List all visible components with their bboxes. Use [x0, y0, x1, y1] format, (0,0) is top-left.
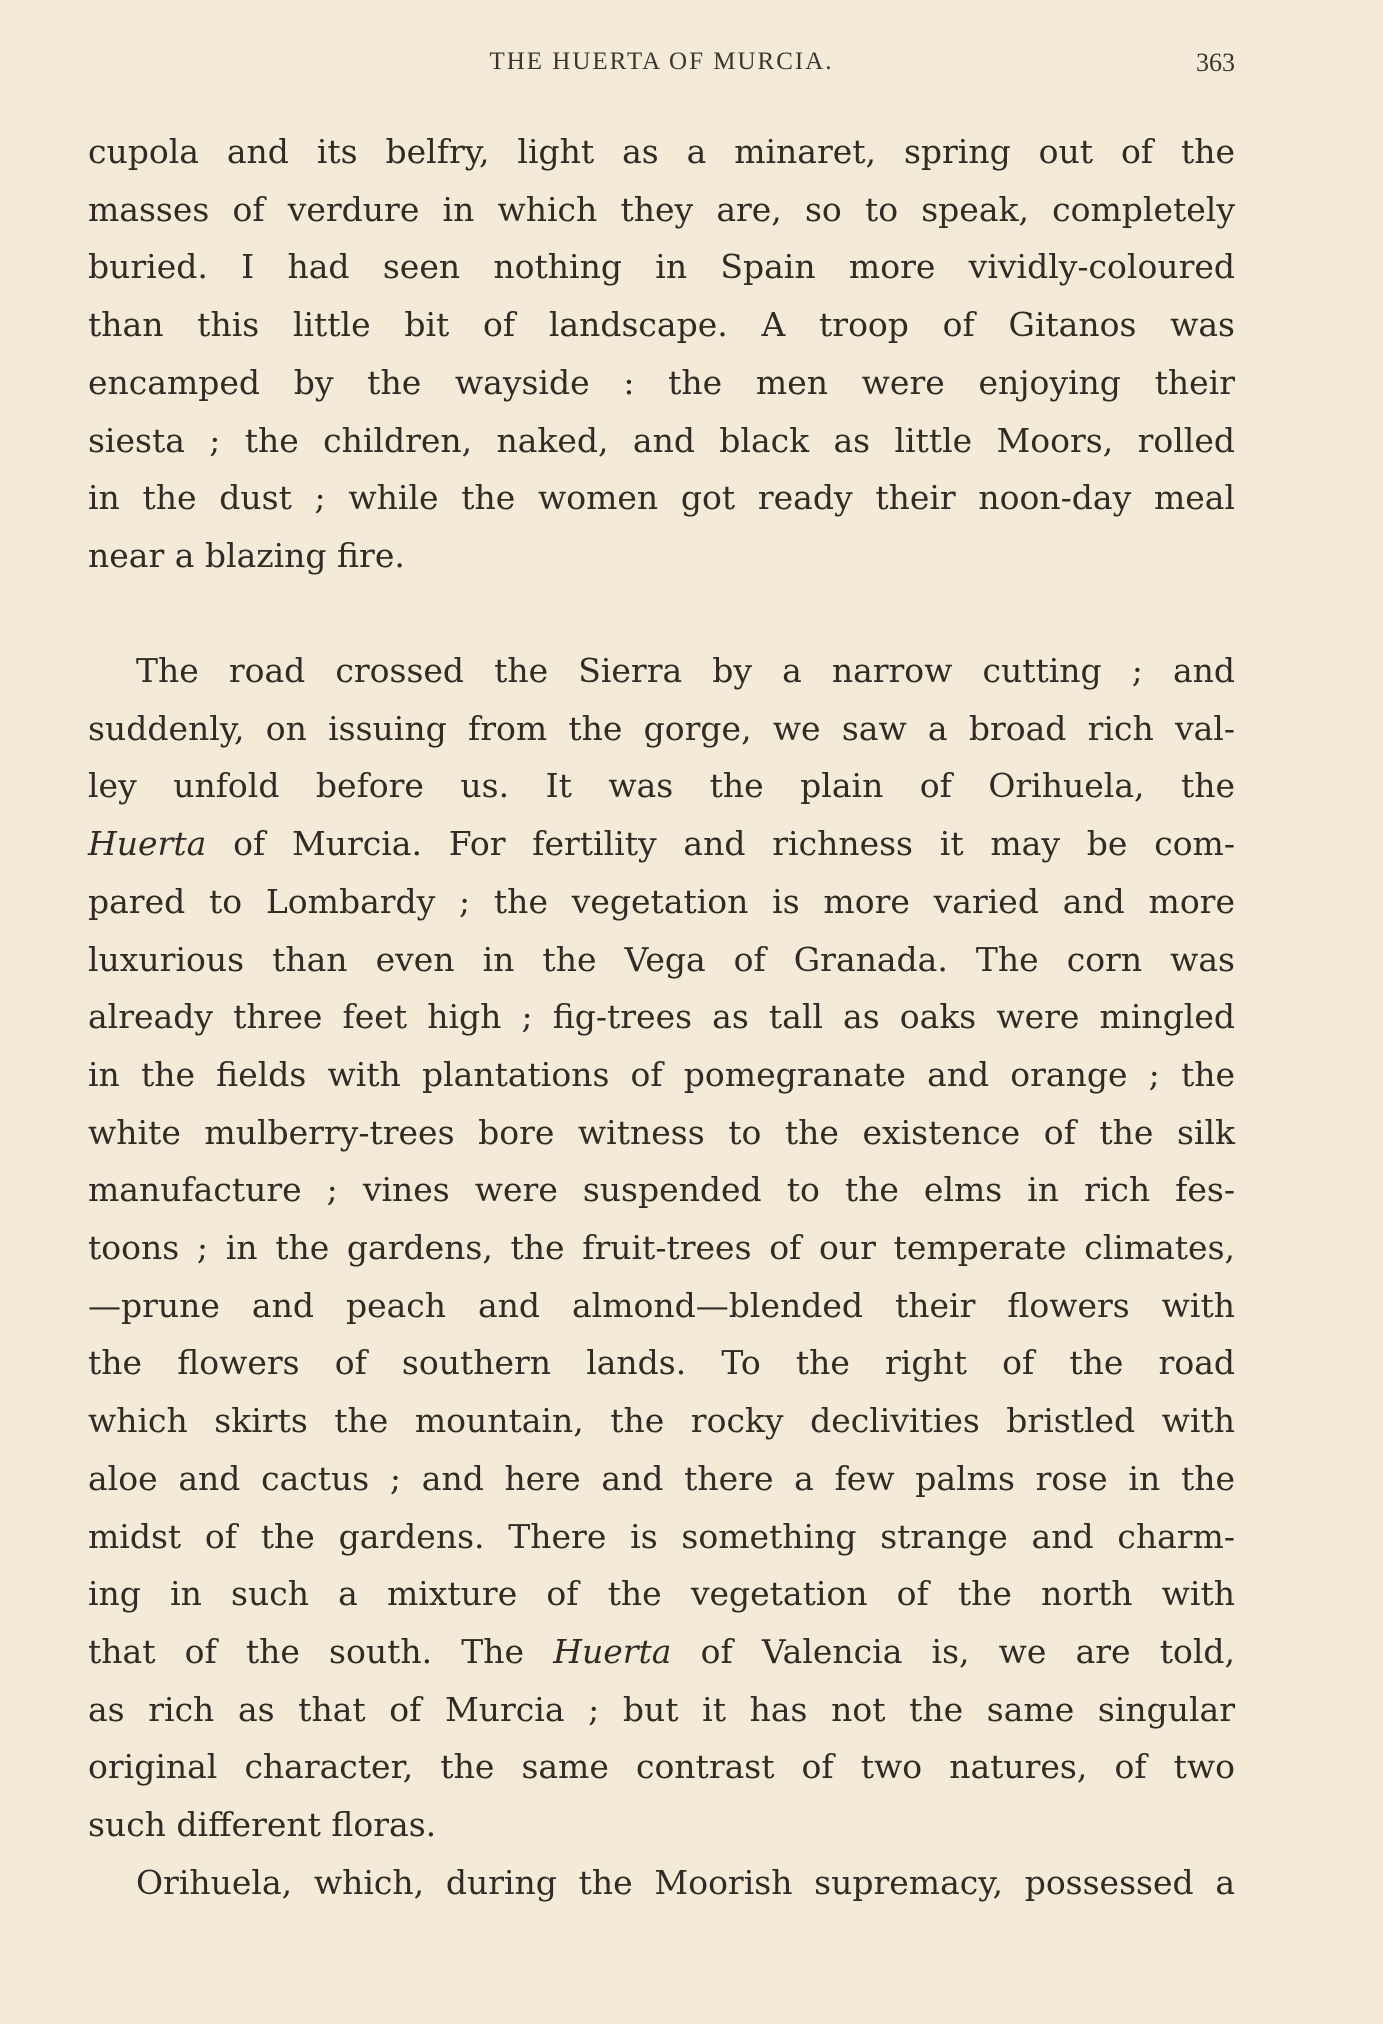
text-line: original character, the same contrast of two natures, of two	[88, 1747, 1235, 1787]
text-line: which skirts the mountain, the rocky declivities bristled with	[88, 1401, 1235, 1441]
text-line: as rich as that of Murcia ; but it has not the same singular	[88, 1689, 1235, 1729]
text-fragment: that of the south. The	[88, 1631, 554, 1671]
text-line: ing in such a mixture of the vegetation of the north with	[88, 1574, 1235, 1614]
text-line: ley unfold before us. It was the plain of Orihuela, the	[88, 766, 1235, 806]
italic-term: Huerta	[88, 824, 207, 864]
text-line: buried. I had seen nothing in Spain more vividly-coloured	[88, 247, 1235, 287]
paragraph-huerta	[88, 642, 1235, 1854]
text-line: manufacture ; vines were suspended to the elms in rich fes-	[88, 1170, 1235, 1210]
text-line: than this little bit of landscape. A troop of Gitanos was	[88, 305, 1235, 345]
text-line: luxurious than even in the Vega of Granada. The corn was	[88, 939, 1235, 979]
text-fragment: of Murcia. For fertility and richness it may be com-	[206, 824, 1235, 864]
text-line: near a blazing fire.	[88, 535, 405, 575]
paragraph-continuation	[88, 123, 1235, 585]
text-line: in the fields with plantations of pomegranate and orange ; the	[88, 1054, 1235, 1094]
text-line: the flowers of southern lands. To the right of the road	[88, 1343, 1235, 1383]
text-line	[88, 1623, 1235, 1681]
text-line: suddenly, on issuing from the gorge, we saw a broad rich val-	[88, 708, 1235, 748]
text-line: pared to Lombardy ; the vegetation is more varied and more	[88, 881, 1235, 921]
text-line: —prune and peach and almond—blended their flowers with	[88, 1285, 1235, 1325]
text-line: already three feet high ; fig-trees as tall as oaks were mingled	[88, 997, 1235, 1037]
italic-term: Huerta	[553, 1631, 672, 1671]
text-line: white mulberry-trees bore witness to the existence of the silk	[88, 1112, 1235, 1152]
text-line	[88, 815, 1235, 873]
text-line: in the dust ; while the women got ready their noon-day meal	[88, 478, 1235, 518]
text-line: midst of the gardens. There is something strange and charm-	[88, 1516, 1235, 1556]
paragraph-orihuela	[88, 1854, 1235, 1912]
text-line: Orihuela, which, during the Moorish supremacy, possessed a	[136, 1863, 1235, 1902]
running-head	[88, 38, 1235, 86]
text-line: toons ; in the gardens, the fruit-trees of our temperate climates,	[88, 1228, 1235, 1268]
text-fragment: of Valencia is, we are told,	[671, 1631, 1235, 1671]
text-line: The road crossed the Sierra by a narrow cutting ; and	[136, 651, 1235, 690]
text-line: cupola and its belfry, light as a minaret, spring out of the	[88, 132, 1235, 171]
running-title: THE HUERTA OF MURCIA.	[489, 48, 834, 75]
text-line: masses of verdure in which they are, so to speak, completely	[88, 189, 1235, 229]
text-line: such different floras.	[88, 1805, 437, 1845]
page-number: 363	[1196, 48, 1235, 77]
text-line: encamped by the wayside : the men were enjoying their	[88, 362, 1235, 402]
text-line: siesta ; the children, naked, and black as little Moors, rolled	[88, 420, 1235, 460]
text-line: aloe and cactus ; and here and there a few palms rose in the	[88, 1458, 1235, 1498]
